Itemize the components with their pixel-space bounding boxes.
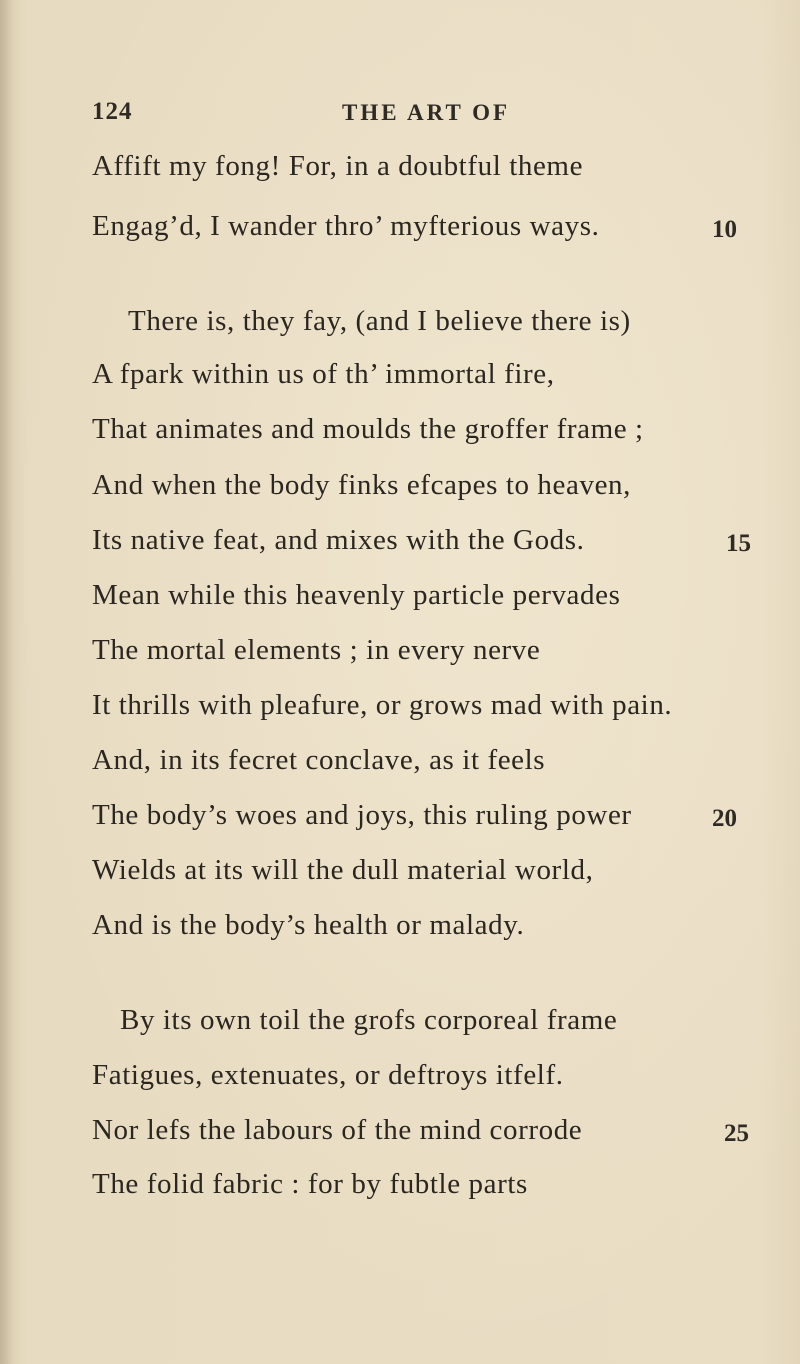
- poem-line: And, in its fecret conclave, as it feels: [92, 744, 546, 776]
- page-gutter-shadow: [0, 0, 14, 1364]
- poem-line: Nor lefs the labours of the mind corrode: [92, 1114, 583, 1146]
- running-title: THE ART OF: [342, 100, 511, 125]
- line-number: 25: [724, 1120, 749, 1147]
- poem-line: A fpark within us of th’ immortal fire,: [92, 358, 555, 390]
- line-number: 15: [726, 530, 751, 557]
- poem-line: Wields at its will the dull material world,: [92, 854, 594, 886]
- poem-line: The mortal elements ; in every nerve: [92, 634, 541, 666]
- poem-line: It thrills with pleafure, or grows mad with pain.: [92, 689, 673, 721]
- poem-line: And when the body finks efcapes to heaven,: [92, 469, 631, 501]
- poem-line: And is the body’s health or malady.: [92, 909, 525, 941]
- poem-line: That animates and moulds the groffer frame ;: [92, 413, 644, 445]
- page-number: 124: [92, 98, 133, 125]
- poem-line: Affift my fong! For, in a doubtful theme: [92, 150, 584, 182]
- poem-line: Engag’d, I wander thro’ myfterious ways.: [92, 210, 600, 242]
- poem-line: Its native feat, and mixes with the Gods.: [92, 524, 585, 556]
- poem-line: The body’s woes and joys, this ruling power: [92, 799, 632, 831]
- poem-line: There is, they fay, (and I believe there is): [128, 305, 631, 337]
- page-header: [0, 98, 800, 138]
- line-number: 20: [712, 805, 737, 832]
- poem-line: By its own toil the grofs corporeal frame: [120, 1004, 618, 1036]
- line-number: 10: [712, 216, 737, 243]
- poem-line: The folid fabric : for by fubtle parts: [92, 1168, 528, 1200]
- poem-line: Mean while this heavenly particle pervades: [92, 579, 621, 611]
- poem-line: Fatigues, extenuates, or deftroys itfelf.: [92, 1059, 564, 1091]
